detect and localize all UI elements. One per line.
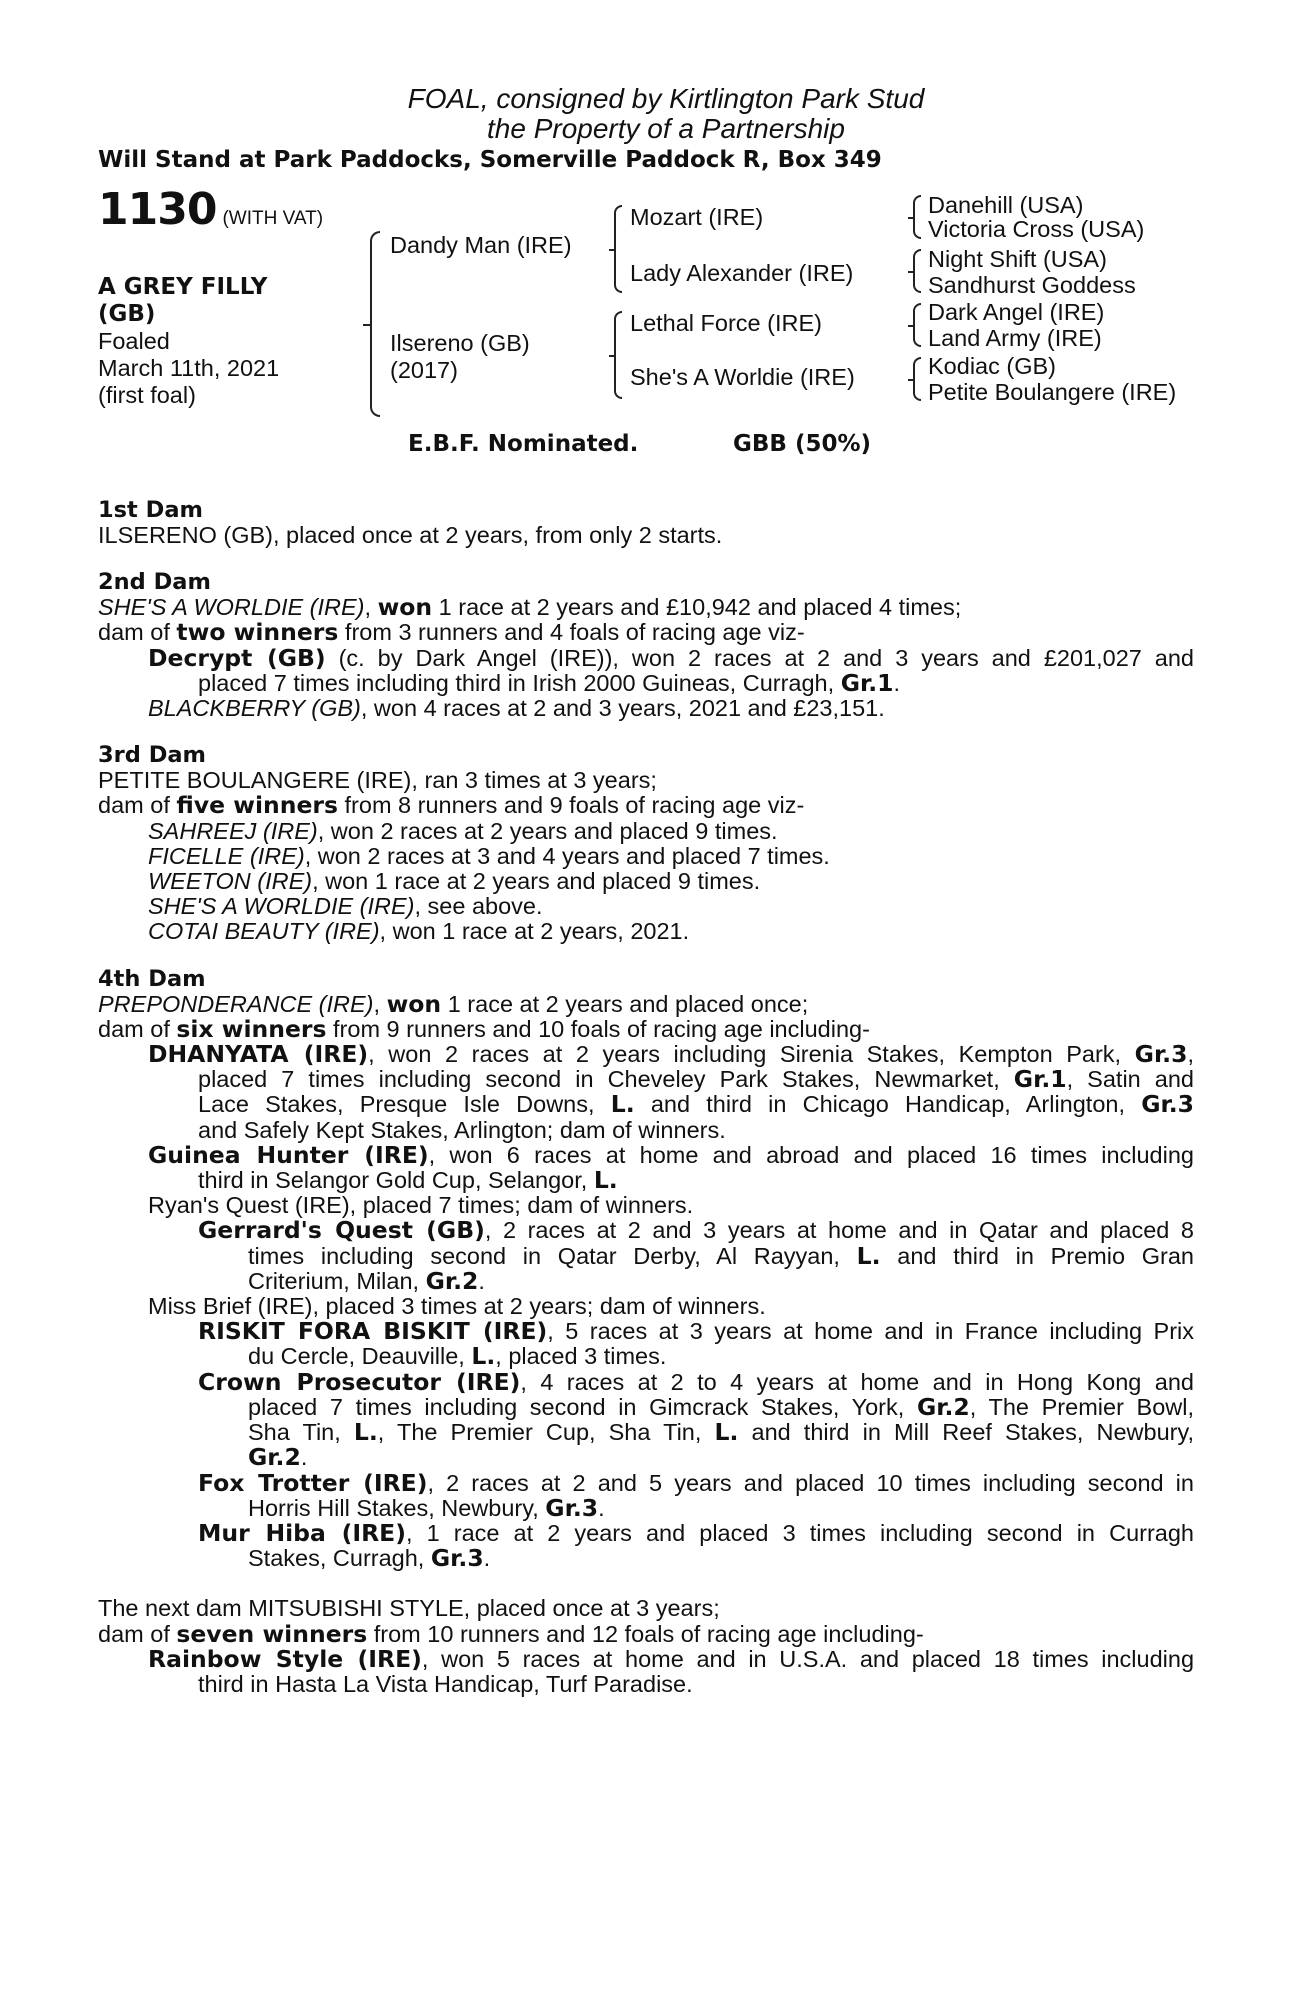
second-dam-line: SHE'S A WORLDIE (IRE), won 1 race at 2 years and £10,942 and placed 4 times;	[98, 593, 962, 622]
pedigree-block	[98, 184, 1194, 478]
pedigree-bracket	[370, 231, 380, 417]
progeny-name: Fox Trotter (IRE)	[198, 1468, 428, 1497]
progeny-record-cont: Sha Tin,	[248, 1419, 354, 1446]
progeny-record: (c. by Dark Angel (IRE)), won 2 races at 2 and 3 years and £201,027 and	[325, 644, 1195, 671]
progeny-name: Guinea Hunter (IRE)	[148, 1140, 429, 1169]
lot-number: 1130	[98, 184, 217, 235]
progeny-name: FICELLE (IRE)	[148, 842, 305, 869]
dam-year: (2017)	[390, 357, 458, 383]
winners-count: two winners	[176, 618, 339, 647]
foaled-label: Foaled	[98, 328, 170, 354]
ebf-nominated: E.B.F. Nominated.	[408, 431, 639, 457]
fourth-dam-section	[98, 967, 1194, 1572]
punct: .	[300, 1444, 308, 1471]
progeny-record: , won 4 races at 2 and 3 years, 2021 and £23,151.	[360, 695, 885, 722]
grandprogeny-riskit-fora-biskit-cont	[98, 1344, 1194, 1369]
property-line: the Property of a Partnership	[487, 113, 845, 144]
group-grade: Gr.3	[430, 1544, 484, 1573]
progeny-record-cont: placed 7 times including second in Cheveley Park Stakes, Newmarket,	[198, 1066, 1014, 1093]
grandprogeny-crown-prosecutor-cont2	[98, 1420, 1194, 1445]
progeny-name: Rainbow Style (IRE)	[148, 1644, 422, 1673]
gen3-bracket-1	[913, 195, 921, 239]
progeny-record: , see above.	[414, 893, 543, 920]
gbb-note: GBB (50%)	[733, 431, 872, 457]
progeny-dhanyata-cont2	[98, 1092, 1194, 1117]
stabling-line: Will Stand at Park Paddocks, Somerville Paddock R, Box 349	[98, 147, 882, 173]
progeny-record-cont: placed 7 times including second in Gimcrack Stakes, York,	[248, 1393, 917, 1420]
lot-title-country: (GB)	[98, 301, 156, 327]
sire: Dandy Man (IRE)	[390, 232, 572, 258]
progeny-record: , 2 races at 2 and 5 years and placed 10 times including second in	[427, 1469, 1194, 1496]
listed-grade: L.	[353, 1418, 378, 1447]
sire-dam: Lady Alexander (IRE)	[630, 260, 854, 286]
progeny-record-cont: du Cercle, Deauville,	[248, 1343, 472, 1370]
progeny-record-cont: and third in Mill Reef Stakes, Newbury,	[738, 1419, 1194, 1446]
sire-line-bracket	[614, 205, 622, 293]
group-grade: Gr.3	[1141, 1090, 1194, 1119]
next-dam-section	[98, 1596, 1194, 1697]
punct: .	[893, 669, 901, 696]
progeny-record: , won 1 race at 2 years and placed 9 times.	[312, 868, 761, 895]
progeny-record-cont: Criterium, Milan,	[248, 1267, 426, 1294]
grandprogeny-gerrards-quest-cont1	[98, 1241, 1194, 1270]
produce-summary: from 9 runners and 10 foals of racing age including-	[326, 1015, 870, 1042]
gen3-bracket-4	[913, 357, 921, 401]
progeny-cotai-beauty	[98, 919, 1194, 944]
second-dam-produce-line	[98, 620, 1194, 645]
fourth-dam-produce-line	[98, 1014, 1194, 1043]
sire-sire-sire: Danehill (USA)	[928, 192, 1084, 218]
second-dam-heading: 2nd Dam	[98, 569, 211, 596]
sire-dam-dam: Sandhurst Goddess	[928, 272, 1136, 298]
progeny-record-cont: , The Premier Bowl,	[969, 1393, 1194, 1420]
fourth-dam-name: PREPONDERANCE (IRE)	[98, 990, 374, 1017]
progeny-record-cont: times including second in Qatar Derby, Al Rayyan,	[248, 1242, 857, 1269]
progeny-dhanyata-cont3: and Safely Kept Stakes, Arlington; dam of winners.	[198, 1116, 726, 1143]
dam-sire-sire: Dark Angel (IRE)	[928, 299, 1105, 325]
grandprogeny-gerrards-quest-cont2	[98, 1266, 1194, 1295]
progeny-record: , won 6 races at home and abroad and placed 16 times including	[428, 1141, 1194, 1168]
progeny-record-cont: , The Premier Cup, Sha Tin,	[377, 1419, 715, 1446]
progeny-blackberry	[98, 696, 1194, 721]
grandprogeny-mur-hiba-cont	[98, 1546, 1194, 1571]
third-dam-section	[98, 743, 1194, 944]
progeny-dhanyata-cont1	[98, 1067, 1194, 1092]
fourth-dam-heading: 4th Dam	[98, 965, 206, 992]
punct: .	[483, 1545, 491, 1572]
progeny-name: Gerrard's Quest (GB)	[198, 1216, 485, 1245]
progeny-ficelle	[98, 844, 1194, 869]
group-grade: Gr.3	[1134, 1040, 1188, 1069]
progeny-ryans-quest: Ryan's Quest (IRE), placed 7 times; dam of winners.	[148, 1192, 694, 1219]
listed-grade: L.	[593, 1166, 618, 1195]
second-dam-name: SHE'S A WORLDIE (IRE)	[98, 594, 365, 621]
progeny-record: , won 5 races at home and in U.S.A. and placed 18 times including	[421, 1645, 1195, 1672]
progeny-sahreej	[98, 819, 1194, 844]
won-label: won	[377, 593, 433, 622]
progeny-decrypt	[98, 643, 1195, 672]
fourth-dam-line: PREPONDERANCE (IRE), won 1 race at 2 years and placed once;	[98, 989, 809, 1018]
second-dam-record: 1 race at 2 years and £10,942 and placed 4 times;	[432, 594, 962, 621]
progeny-record-cont: and third in Chicago Handicap, Arlington,	[634, 1091, 1142, 1118]
progeny-record-cont: and third in Premio Gran	[880, 1242, 1194, 1269]
progeny-weeton	[98, 869, 1194, 894]
progeny-name: Mur Hiba (IRE)	[198, 1518, 406, 1547]
winners-count: seven winners	[176, 1619, 368, 1648]
progeny-name: SAHREEJ (IRE)	[148, 817, 318, 844]
next-dam-line: The next dam MITSUBISHI STYLE, placed once at 3 years;	[98, 1595, 720, 1622]
dam-of-label: dam of	[98, 1015, 177, 1042]
progeny-record-cont: Lace Stakes, Presque Isle Downs,	[198, 1091, 611, 1118]
winners-count: six winners	[176, 1014, 327, 1043]
group-grade: Gr.2	[916, 1392, 970, 1421]
progeny-name: BLACKBERRY (GB)	[148, 695, 361, 722]
produce-summary: from 3 runners and 4 foals of racing age viz-	[338, 619, 805, 646]
progeny-name: Decrypt (GB)	[148, 643, 326, 672]
dam-of-label: dam of	[98, 619, 177, 646]
progeny-record: , 1 race at 2 years and placed 3 times including second in Curragh	[405, 1519, 1194, 1546]
progeny-record: , 4 races at 2 to 4 years at home and in Hong Kong and	[520, 1368, 1194, 1395]
progeny-record-cont: , placed 3 times.	[495, 1343, 667, 1370]
progeny-name: DHANYATA (IRE)	[148, 1040, 369, 1069]
gen3-bracket-2	[913, 249, 921, 293]
catalogue-page	[98, 84, 1194, 1697]
progeny-record: , 2 races at 2 and 3 years at home and in Qatar and placed 8	[484, 1217, 1194, 1244]
dam-of-label: dam of	[98, 1620, 177, 1647]
sire-sire: Mozart (IRE)	[630, 204, 764, 230]
second-dam-section	[98, 570, 1194, 721]
first-dam-text: ILSERENO (GB), placed once at 2 years, from only 2 starts.	[98, 522, 723, 548]
listed-grade: L.	[714, 1418, 739, 1447]
dam-sire-dam: Land Army (IRE)	[928, 325, 1102, 351]
progeny-name: SHE'S A WORLDIE (IRE)	[148, 893, 415, 920]
dam-sire: Lethal Force (IRE)	[630, 310, 822, 336]
third-dam-heading: 3rd Dam	[98, 742, 206, 769]
progeny-name: COTAI BEAUTY (IRE)	[148, 918, 380, 945]
progeny-record: , won 2 races at 2 years including Sirenia Stakes, Kempton Park,	[368, 1041, 1135, 1068]
progeny-record-cont: placed 7 times including third in Irish 2000 Guineas, Curragh,	[198, 669, 841, 696]
progeny-record-cont: Stakes, Curragh,	[248, 1545, 431, 1572]
winners-count: five winners	[176, 791, 338, 820]
produce-summary: from 8 runners and 9 foals of racing age viz-	[337, 792, 805, 819]
progeny-record: , won 2 races at 3 and 4 years and placed 7 times.	[304, 842, 830, 869]
progeny-guinea-hunter-cont	[98, 1168, 1194, 1193]
punct: ,	[1187, 1041, 1194, 1068]
consignor-line: FOAL, consigned by Kirtlington Park Stud	[407, 83, 925, 114]
group-grade: Gr.1	[840, 668, 894, 697]
progeny-rainbow-style	[98, 1644, 1195, 1673]
grandprogeny-fox-trotter-cont	[98, 1493, 1194, 1522]
grandprogeny-riskit-fora-biskit	[98, 1319, 1194, 1344]
third-dam-line: PETITE BOULANGERE (IRE), ran 3 times at 3 years;	[98, 767, 657, 794]
grandprogeny-crown-prosecutor	[98, 1367, 1194, 1396]
sire-dam-sire: Night Shift (USA)	[928, 246, 1107, 272]
lot-number-row	[98, 184, 324, 235]
group-grade: Gr.3	[545, 1493, 599, 1522]
first-dam-section	[98, 498, 1194, 548]
third-dam-produce-line	[98, 793, 1194, 818]
progeny-name: RISKIT FORA BISKIT (IRE)	[198, 1317, 548, 1346]
listed-grade: L.	[610, 1090, 635, 1119]
dam: Ilsereno (GB)	[390, 330, 530, 356]
group-grade: Gr.2	[425, 1266, 479, 1295]
lot-title: A GREY FILLY	[98, 274, 268, 300]
progeny-name: WEETON (IRE)	[148, 868, 313, 895]
progeny-miss-brief: Miss Brief (IRE), placed 3 times at 2 years; dam of winners.	[148, 1293, 766, 1320]
progeny-record-cont: , Satin and	[1066, 1066, 1195, 1093]
dam-line-bracket	[614, 311, 622, 399]
first-foal-note: (first foal)	[98, 382, 196, 408]
listed-grade: L.	[471, 1342, 496, 1371]
produce-summary: from 10 runners and 12 foals of racing age including-	[367, 1620, 924, 1647]
punct: .	[478, 1267, 485, 1294]
progeny-record-cont: Horris Hill Stakes, Newbury,	[248, 1494, 546, 1521]
progeny-record: , won 1 race at 2 years, 2021.	[379, 918, 690, 945]
progeny-dhanyata	[98, 1042, 1194, 1067]
grandprogeny-fox-trotter	[98, 1468, 1194, 1497]
won-label: won	[386, 989, 442, 1018]
progeny-record: , 5 races at 3 years at home and in France including Prix	[547, 1318, 1194, 1345]
group-grade: Gr.2	[248, 1443, 301, 1472]
gen3-bracket-3	[913, 303, 921, 347]
progeny-guinea-hunter	[98, 1140, 1194, 1169]
sire-sire-dam: Victoria Cross (USA)	[928, 216, 1145, 242]
group-grade: Gr.1	[1013, 1065, 1067, 1094]
listed-grade: L.	[856, 1241, 881, 1270]
progeny-rainbow-style-cont: third in Hasta La Vista Handicap, Turf Paradise.	[198, 1670, 693, 1697]
dam-dam-dam: Petite Boulangere (IRE)	[928, 379, 1177, 405]
punct: .	[598, 1494, 605, 1521]
progeny-record-cont: third in Selangor Gold Cup, Selangor,	[198, 1167, 594, 1194]
vat-note: (WITH VAT)	[222, 208, 324, 229]
next-dam-produce-line	[98, 1619, 1194, 1648]
grandprogeny-crown-prosecutor-cont3	[98, 1445, 1194, 1470]
progeny-decrypt-cont	[98, 668, 1194, 697]
progeny-record: , won 2 races at 2 years and placed 9 times.	[317, 817, 778, 844]
dam-dam-sire: Kodiac (GB)	[928, 353, 1056, 379]
grandprogeny-mur-hiba	[98, 1518, 1194, 1547]
grandprogeny-gerrards-quest	[98, 1218, 1194, 1243]
progeny-shes-a-worldie	[98, 894, 1194, 919]
fourth-dam-record: 1 race at 2 years and placed once;	[441, 990, 809, 1017]
first-dam-heading: 1st Dam	[98, 497, 203, 523]
grandprogeny-crown-prosecutor-cont1	[98, 1392, 1194, 1421]
dam-dam: She's A Worldie (IRE)	[630, 364, 855, 390]
progeny-name: Crown Prosecutor (IRE)	[198, 1367, 521, 1396]
foaled-date: March 11th, 2021	[98, 355, 280, 381]
dam-of-label: dam of	[98, 792, 177, 819]
